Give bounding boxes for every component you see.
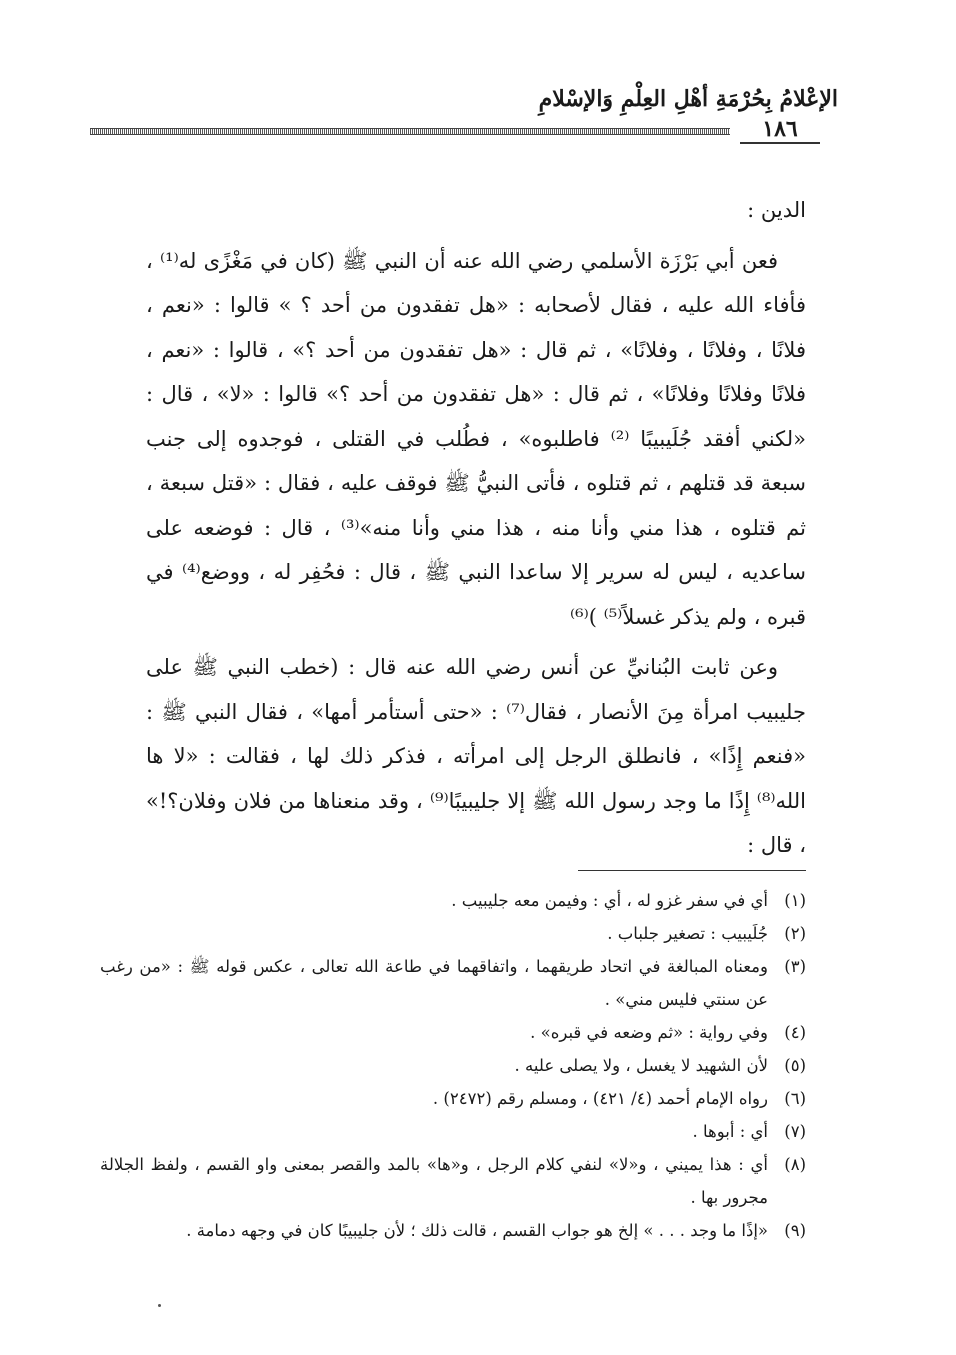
- footnote-text: ومعناه المبالغة في اتحاد طريقهما ، واتفاقهما في طاعة الله تعالى ، عكس قوله ﷺ : «من رغب عن سنتي فليس مني» .: [100, 957, 768, 1009]
- footnote-number: (٩): [784, 1221, 806, 1240]
- footnotes: [100, 884, 806, 1247]
- footnote-text: وفي رواية : «ثم وضعه في قبره» .: [530, 1023, 768, 1042]
- footnote-text: رواه الإمام أحمد (٤/ ٤٢١) ، ومسلم رقم (٢٤٧٢) .: [432, 1089, 768, 1108]
- footnote-text: أي : هذا يميني ، و«لا» لنفي كلام الرجل ، و«ها» بالمد والقصر بمعنى واو القسم ، ولفظ الجلالة مجرور بها .: [100, 1155, 768, 1207]
- footnote-item: [100, 950, 806, 1016]
- footnote-number: (٧): [784, 1122, 806, 1141]
- footnote-text: جُلَيبيب : تصغير جلباب .: [607, 924, 768, 943]
- paragraph-2: وعن ثابت البُنانيِّ عن أنس رضي الله عنه قال : (خطب النبي ﷺ على جليبيب امرأة مِنَ الأنصار ، فقال⁽⁷⁾ : «حتى أستأمر أمها» ، فقال النبي ﷺ : «فنعم إِذًا» ، فانطلق الرجل إلى امرأته ، فذكر ذلك لها ، فقالت : «لا ها الله⁽⁸⁾ إِذًا ما وجد رسول الله ﷺ إلا جليبيبًا⁽⁹⁾ ، وقد منعناها من فلان وفلان؟!» ، قال :: [146, 655, 806, 857]
- running-header-title: الإعْلامُ بِحُرْمَةِ أهْلِ العِلْمِ وَالإسْلامِ: [538, 86, 838, 112]
- footnote-divider: [578, 870, 806, 871]
- footnote-item: [100, 1016, 806, 1049]
- footnote-number: (٣): [784, 957, 806, 976]
- header-rule: [90, 128, 730, 135]
- paragraph-1: فعن أبي بَرْزَة الأسلمي رضي الله عنه أن النبي ﷺ (كان في مَغْزًى له⁽¹⁾ ، فأفاء الله عليه ، فقال لأصحابه : «هل تفقدون من أحد ؟ » قالوا : «نعم ، فلانًا ، وفلانًا ، وفلانًا» ، ثم قال : «هل تفقدون من أحد ؟» ، قالوا : «نعم ، فلانًا وفلانًا وفلانًا» ، ثم قال : «هل تفقدون من أحد ؟» قالوا : «لا» ، قال : «لكني أفقد جُلَيبيبًا ⁽²⁾ فاطلبوه» ، فطُلب في القتلى ، فوجدوه إلى جنب سبعة قد قتلهم ، ثم قتلوه ، فأتى النبيُّ ﷺ فوقف عليه ، فقال : «قتل سبعة ، ثم قتلوه ، هذا مني وأنا منه ، هذا مني وأنا منه»⁽³⁾ ، قال : فوضعه على ساعديه ، ليس له سرير إلا ساعدا النبي ﷺ ، قال : فحُفِر له ، ووضع⁽⁴⁾ في قبره ، ولم يذكر غسلاً⁽⁵⁾ )⁽⁶⁾: [146, 248, 807, 629]
- footnote-item: [100, 1049, 806, 1082]
- page-number: ١٨٦: [740, 116, 820, 142]
- footnote-text: لأن الشهيد لا يغسل ، ولا يصلى عليه .: [514, 1056, 768, 1075]
- footnote-item: [100, 1115, 806, 1148]
- footnote-number: (٥): [784, 1056, 806, 1075]
- footnote-number: (٢): [784, 924, 806, 943]
- footnote-number: (٦): [784, 1089, 806, 1108]
- main-text: [146, 188, 806, 868]
- footnote-item: [100, 884, 806, 917]
- footnote-item: [100, 917, 806, 950]
- lead-line: الدين :: [747, 198, 806, 222]
- footnote-text: «إذًا ما وجد . . . » إلخ هو جواب القسم ، قالت ذلك ؛ لأن جليبيبًا كان في وجهه دمامة .: [186, 1221, 768, 1240]
- footnote-number: (٨): [784, 1155, 806, 1174]
- footnote-item: [100, 1214, 806, 1247]
- footnote-item: [100, 1082, 806, 1115]
- footnote-item: [100, 1148, 806, 1214]
- footnote-text: أي : أبوها .: [692, 1122, 768, 1141]
- scan-speck: [158, 1304, 161, 1307]
- footnote-number: (٤): [784, 1023, 806, 1042]
- footnote-text: أي في سفر غزو له ، أي : وفيمن معه جليبيب .: [451, 891, 768, 910]
- header-bar: [90, 116, 820, 146]
- footnote-number: (١): [784, 891, 806, 910]
